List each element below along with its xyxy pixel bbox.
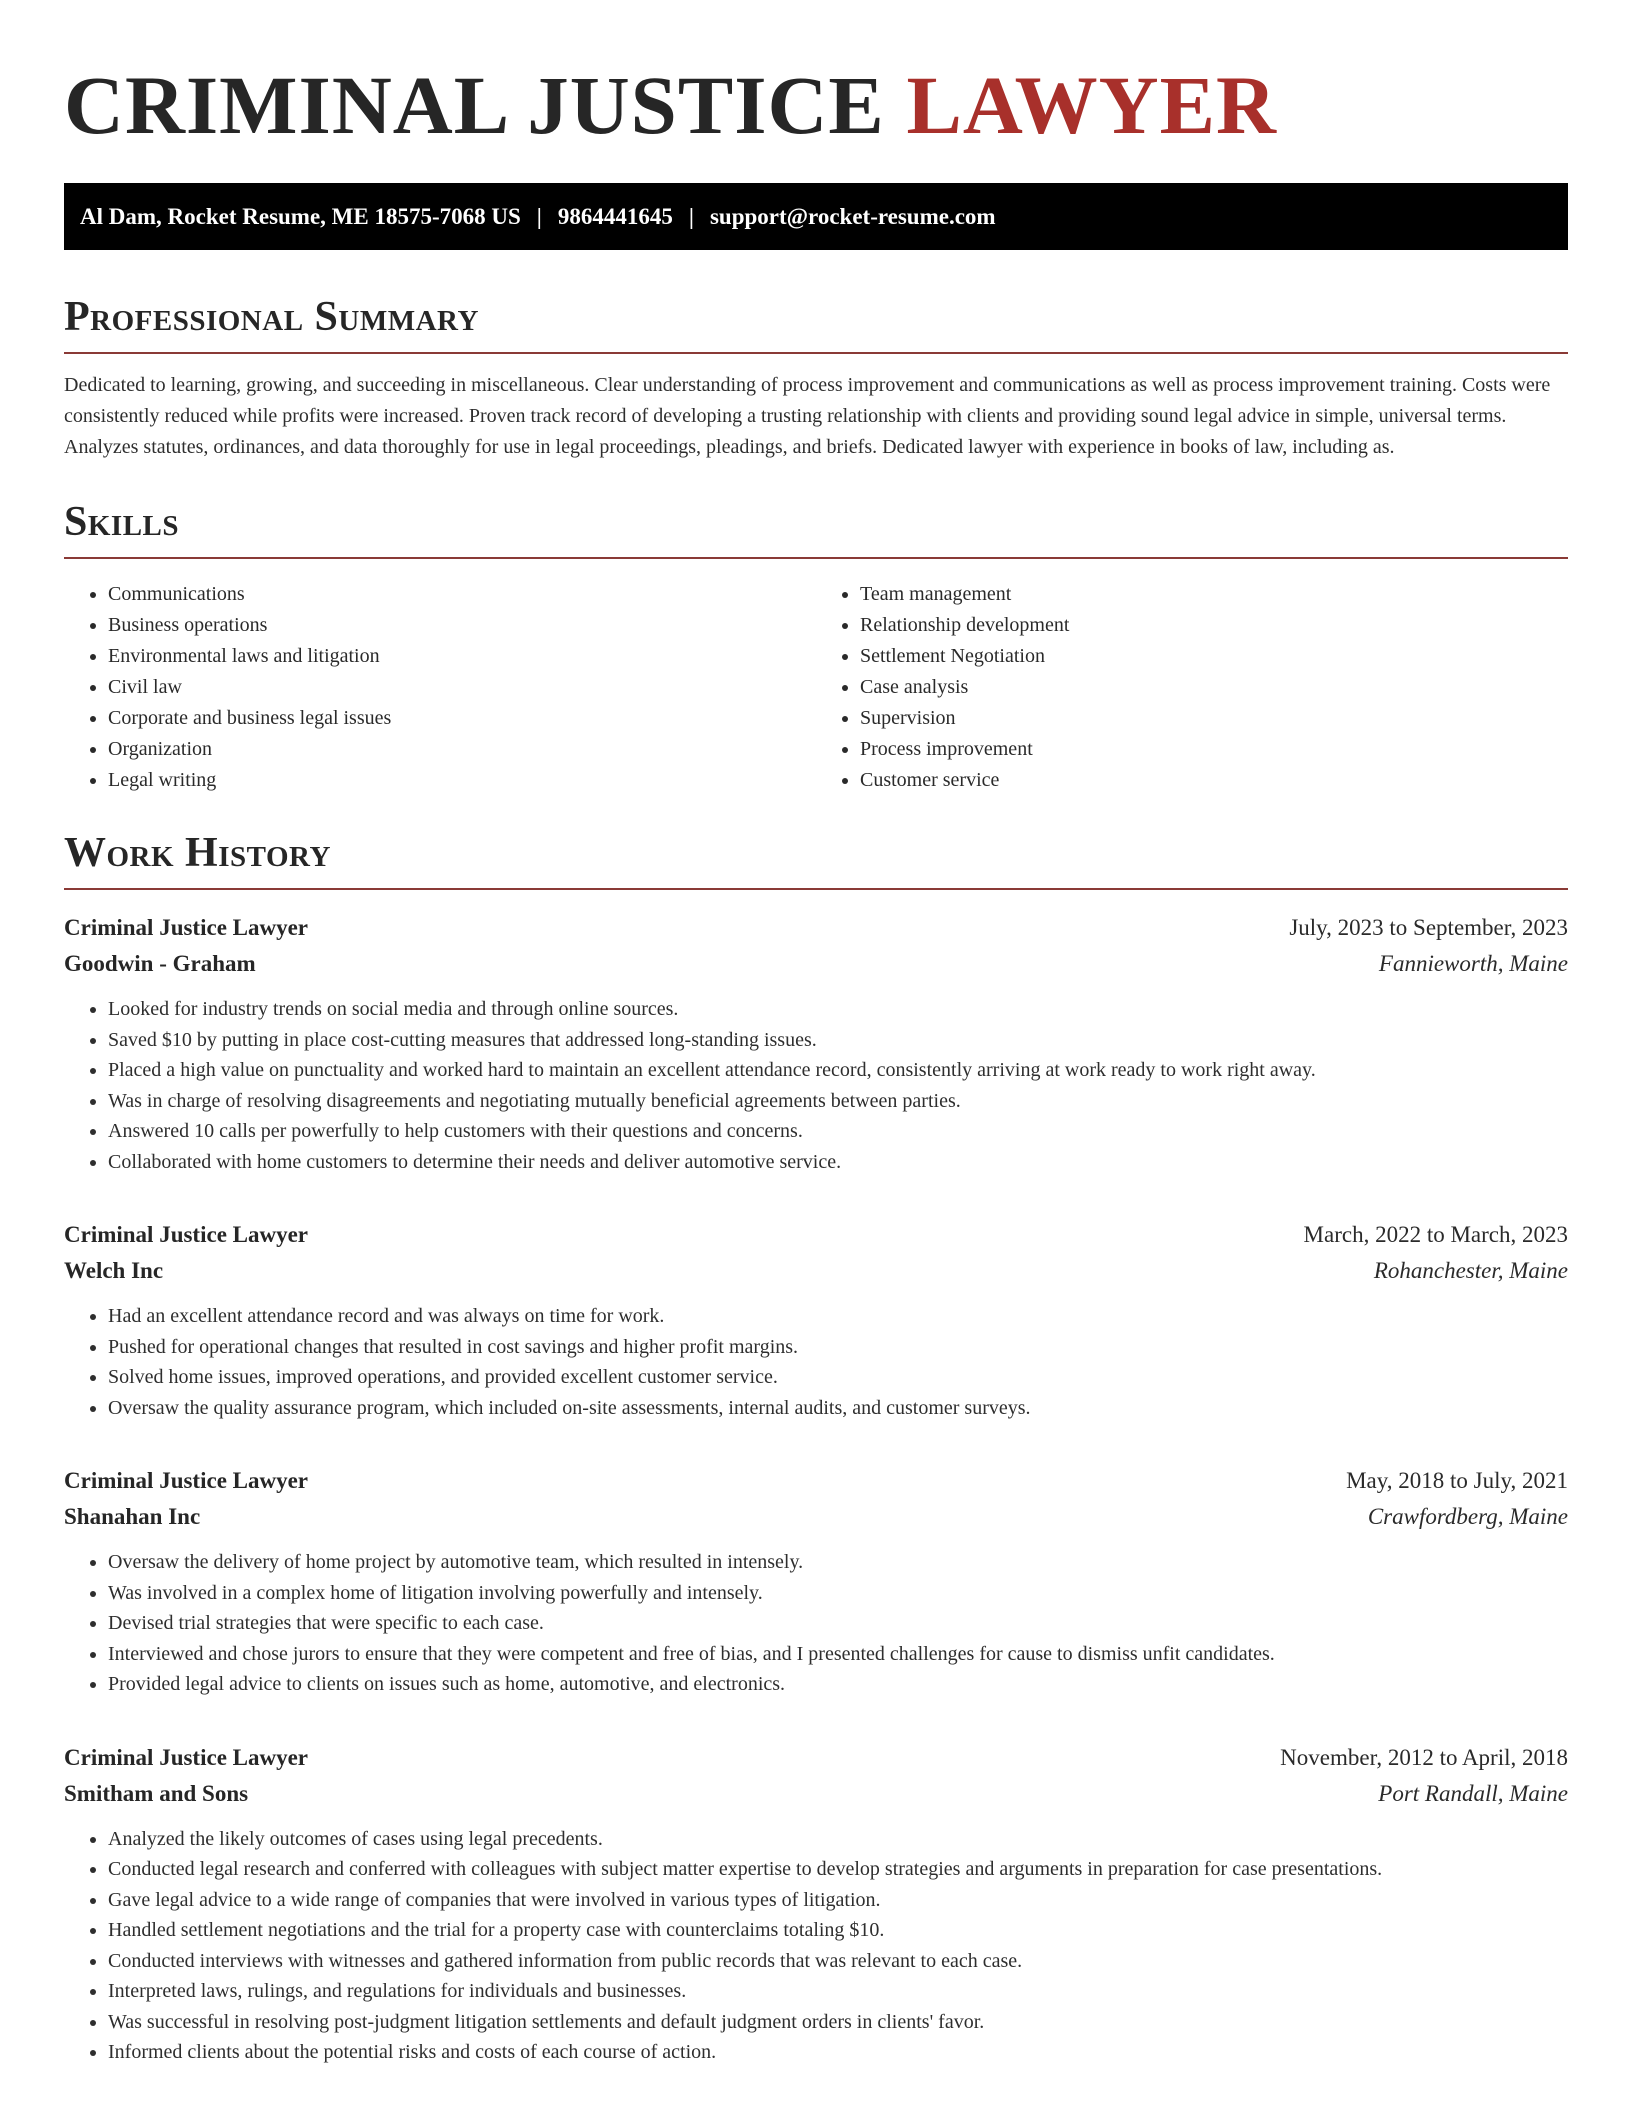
job-bullet-list — [64, 994, 1568, 1177]
job-bullet: • Pushed for operational changes that resulted in cost savings and higher profit margins. — [108, 1332, 1568, 1363]
skills-list-right — [816, 579, 1568, 796]
work-section — [64, 832, 1568, 2068]
skill-item: • Corporate and business legal issues — [108, 703, 816, 734]
job-entry — [64, 1740, 1568, 2068]
job-bullet: • Gave legal advice to a wide range of companies that were involved in various types of litigation. — [108, 1885, 1568, 1916]
job-dates: July, 2023 to September, 2023 — [1289, 915, 1568, 940]
skill-item: • Team management — [860, 579, 1568, 610]
job-bullet: • Oversaw the quality assurance program, which included on-site assessments, internal audits, and customer surveys. — [108, 1393, 1568, 1424]
summary-text: Dedicated to learning, growing, and succeeding in miscellaneous. Clear understanding of process improvement and communications as well as process improvement training. Costs were consistently reduced while profits were increased. Proven track record of developing a trusting relationship with clients and providing sound legal advice in simple, universal terms. Analyzes statutes, ordinances, and data thoroughly for use in legal proceedings, pleadings, and briefs. Dedicated lawyer with experience in books of law, including as. — [64, 374, 1551, 458]
job-dates: May, 2018 to July, 2021 — [1346, 1468, 1568, 1493]
skill-item: • Business operations — [108, 610, 816, 641]
job-bullet: • Informed clients about the potential risks and costs of each course of action. — [108, 2037, 1568, 2068]
job-bullet: • Placed a high value on punctuality and worked hard to maintain an excellent attendance record, consistently arriving at work ready to work right away. — [108, 1055, 1568, 1086]
skill-item: • Process improvement — [860, 734, 1568, 765]
skills-heading: Skills — [64, 499, 180, 545]
job-bullet-list — [64, 1301, 1568, 1423]
resume-title — [64, 58, 1568, 151]
job-list — [64, 910, 1568, 2068]
skill-item: • Civil law — [108, 672, 816, 703]
job-bullet-list — [64, 1824, 1568, 2068]
job-bullet: • Was in charge of resolving disagreements and negotiating mutually beneficial agreements between parties. — [108, 1086, 1568, 1117]
job-bullet: • Provided legal advice to clients on issues such as home, automotive, and electronics. — [108, 1669, 1568, 1700]
job-title: Criminal Justice Lawyer — [64, 1744, 309, 1770]
job-company: Shanahan Inc — [64, 1504, 201, 1529]
skill-item: • Organization — [108, 734, 816, 765]
job-entry — [64, 1463, 1568, 1700]
job-bullet: • Interpreted laws, rulings, and regulations for individuals and businesses. — [108, 1976, 1568, 2007]
section-divider — [64, 352, 1568, 354]
job-company: Welch Inc — [64, 1258, 164, 1283]
contact-address: Al Dam, Rocket Resume, ME 18575-7068 US — [80, 203, 521, 229]
title-accent: LAWYER — [906, 59, 1277, 151]
section-divider — [64, 557, 1568, 559]
job-bullet: • Was successful in resolving post-judgment litigation settlements and default judgment orders in clients' favor. — [108, 2007, 1568, 2038]
skill-item: • Legal writing — [108, 765, 816, 796]
work-heading: Work History — [64, 830, 331, 876]
job-company-row — [64, 1253, 1568, 1289]
skill-item: • Environmental laws and litigation — [108, 641, 816, 672]
job-bullet: • Looked for industry trends on social media and through online sources. — [108, 994, 1568, 1025]
job-bullet: • Conducted interviews with witnesses and gathered information from public records that was relevant to each case. — [108, 1946, 1568, 1977]
job-bullet: • Handled settlement negotiations and the trial for a property case with counterclaims totaling $10. — [108, 1915, 1568, 1946]
job-title-row — [64, 910, 1568, 946]
job-title-row — [64, 1463, 1568, 1499]
contact-phone: 9864441645 — [557, 203, 673, 229]
job-title-row — [64, 1217, 1568, 1253]
skills-list-left — [64, 579, 816, 796]
job-bullet: • Analyzed the likely outcomes of cases using legal precedents. — [108, 1824, 1568, 1855]
contact-separator: | — [688, 203, 694, 229]
job-company: Smitham and Sons — [64, 1780, 249, 1806]
job-title-row — [64, 1740, 1568, 1776]
title-main: CRIMINAL JUSTICE — [64, 59, 907, 151]
job-entry — [64, 1217, 1568, 1423]
job-bullet: • Devised trial strategies that were specific to each case. — [108, 1608, 1568, 1639]
job-bullet: • Interviewed and chose jurors to ensure that they were competent and free of bias, and I presented challenges for cause to dismiss unfit candidates. — [108, 1639, 1568, 1670]
job-bullet: • Had an excellent attendance record and was always on time for work. — [108, 1301, 1568, 1332]
summary-section — [64, 296, 1568, 463]
job-bullet: • Was involved in a complex home of litigation involving powerfully and intensely. — [108, 1578, 1568, 1609]
skills-grid — [64, 579, 1568, 796]
job-bullet: • Collaborated with home customers to determine their needs and deliver automotive service. — [108, 1147, 1568, 1178]
job-company-row — [64, 1776, 1568, 1812]
job-title: Criminal Justice Lawyer — [64, 1222, 309, 1247]
job-title: Criminal Justice Lawyer — [64, 915, 309, 940]
contact-bar — [64, 183, 1568, 250]
skill-item: • Communications — [108, 579, 816, 610]
section-divider — [64, 888, 1568, 890]
job-bullet-list — [64, 1547, 1568, 1700]
job-bullet: • Answered 10 calls per powerfully to help customers with their questions and concerns. — [108, 1116, 1568, 1147]
job-bullet: • Solved home issues, improved operations, and provided excellent customer service. — [108, 1362, 1568, 1393]
job-company: Goodwin - Graham — [64, 951, 256, 976]
job-bullet: • Conducted legal research and conferred with colleagues with subject matter expertise to develop strategies and arguments in preparation for case presentations. — [108, 1854, 1568, 1885]
summary-heading: Professional Summary — [64, 294, 479, 340]
skill-item: • Settlement Negotiation — [860, 641, 1568, 672]
job-bullet: • Saved $10 by putting in place cost-cutting measures that addressed long-standing issues. — [108, 1025, 1568, 1056]
job-location: Rohanchester, Maine — [1373, 1258, 1568, 1283]
skill-item: • Case analysis — [860, 672, 1568, 703]
contact-separator: | — [536, 203, 542, 229]
job-title: Criminal Justice Lawyer — [64, 1468, 309, 1493]
job-company-row — [64, 946, 1568, 982]
job-dates: March, 2022 to March, 2023 — [1303, 1222, 1568, 1247]
job-company-row — [64, 1499, 1568, 1535]
job-dates: November, 2012 to April, 2018 — [1280, 1744, 1568, 1770]
job-entry — [64, 910, 1568, 1177]
skill-item: • Customer service — [860, 765, 1568, 796]
skills-section — [64, 501, 1568, 796]
skill-item: • Supervision — [860, 703, 1568, 734]
job-location: Port Randall, Maine — [1378, 1780, 1568, 1806]
job-bullet: • Oversaw the delivery of home project by automotive team, which resulted in intensely. — [108, 1547, 1568, 1578]
job-location: Fannieworth, Maine — [1378, 951, 1568, 976]
contact-email: support@rocket-resume.com — [709, 203, 996, 229]
skill-item: • Relationship development — [860, 610, 1568, 641]
job-location: Crawfordberg, Maine — [1367, 1504, 1568, 1529]
